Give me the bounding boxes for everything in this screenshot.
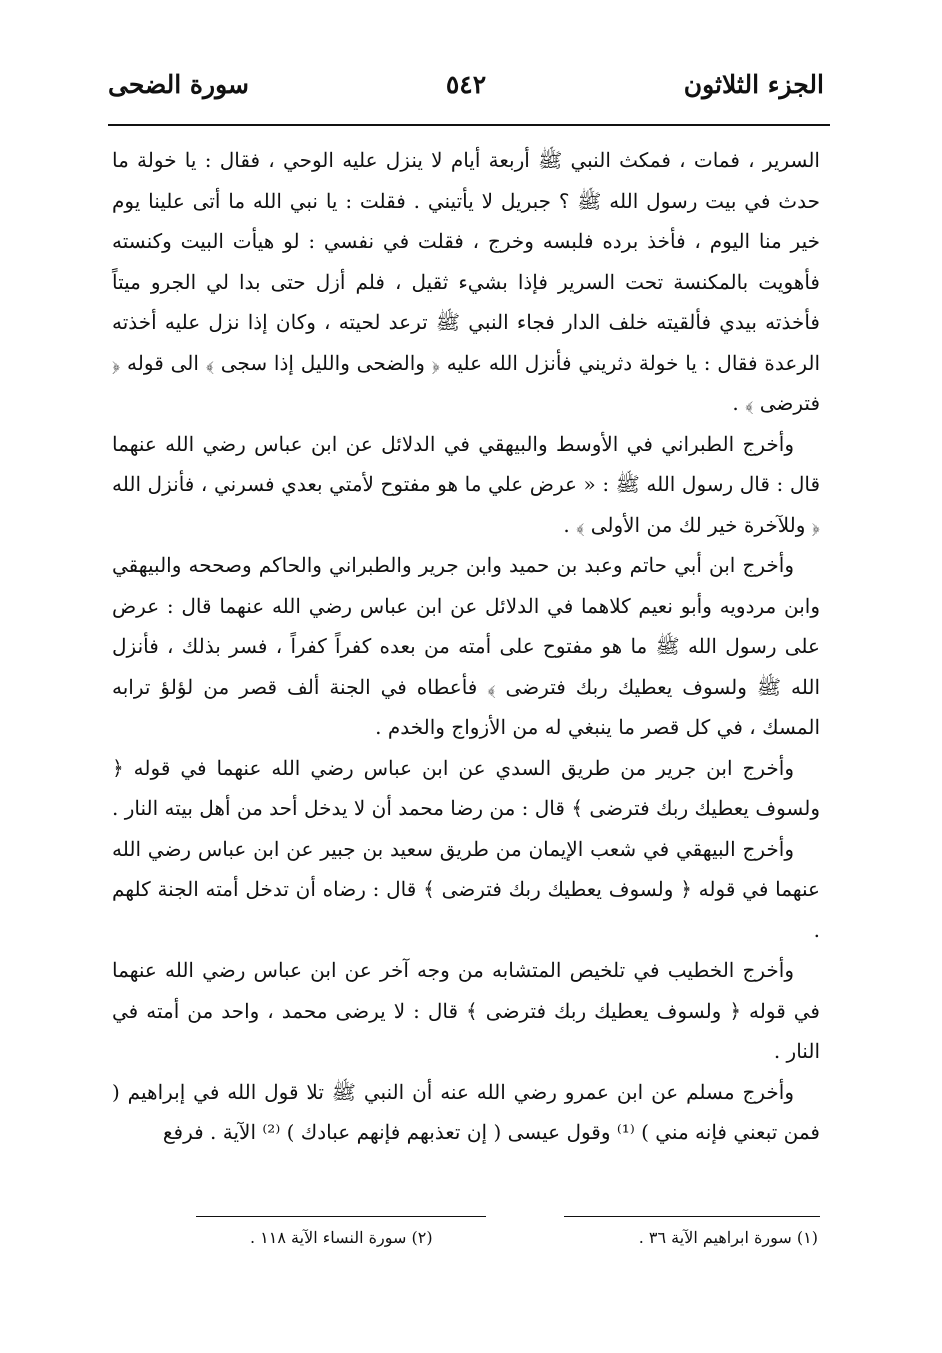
page-number: ٥٤٢ — [445, 70, 487, 99]
footnote-divider-left — [196, 1216, 486, 1217]
part-title: الجزء الثلاثون — [683, 70, 824, 99]
main-text — [112, 140, 820, 1153]
paragraph: وأخرج ابن أبي حاتم وعبد بن حميد وابن جرير والطبراني والحاكم وصححه والبيهقي وابن مردويه وأبو نعيم كلاهما في الدلائل عن ابن عباس رضي الله عنهما قال : عرض على رسول الله ﷺ ما هو مفتوح على أمته من بعده كفراً كفراً ، فسر بذلك ، فأنزل الله ﷺ ولسوف يعطيك ربك فترضى ﴾ فأعطاه في الجنة ألف قصر من لؤلؤ ترابه المسك ، في كل قصر ما ينبغي له من الأزواج والخدم . — [112, 553, 820, 739]
page-header — [108, 66, 824, 110]
paragraph: وأخرج الطبراني في الأوسط والبيهقي في الدلائل عن ابن عباس رضي الله عنهما قال : قال رسول الله ﷺ : « عرض علي ما هو مفتوح لأمتي بعدي فسرني ، فأنزل الله ﴿ وللآخرة خير لك من الأولى ﴾ . — [112, 431, 821, 537]
paragraph-continuation: السرير ، فمات ، فمكث النبي ﷺ أربعة أيام لا ينزل عليه الوحي ، فقال : يا خولة ما حدث في بيت رسول الله ﷺ ؟ جبريل لا يأتيني . فقلت : يا نبي الله ما أتى علينا يوم خير منا اليوم ، فأخذ برده فلبسه وخرج ، فقلت في نفسي : لو هيأت البيت وكنسته فأهويت بالمكنسة تحت السرير فإذا بشيء ثقيل ، فلم أزل حتى بدا لي الجرو ميتاً فأخذته بيدي فألقيته خلف الدار فجاء النبي ﷺ ترعد لحيته ، وكان إذا نزل عليه أخذته الرعدة فقال : يا خولة دثريني فأنزل الله عليه ﴿ والضحى والليل إذا سجى ﴾ الى قوله ﴿ فترضى ﴾ . — [112, 148, 821, 415]
header-divider — [108, 124, 830, 126]
footnote-2: (٢) سورة النساء الآية ١١٨ . — [250, 1228, 433, 1247]
paragraph: وأخرج البيهقي في شعب الإيمان من طريق سعيد بن جبير عن ابن عباس رضي الله عنهما في قوله ﴿ ولسوف يعطيك ربك فترضى ﴾ قال : رضاه أن تدخل أمته الجنة كلهم . — [112, 836, 820, 942]
surah-title: سورة الضحى — [108, 70, 249, 99]
footnote-divider-right — [564, 1216, 820, 1217]
footnote-1: (١) سورة ابراهيم الآية ٣٦ . — [638, 1228, 818, 1247]
paragraph: وأخرج الخطيب في تلخيص المتشابه من وجه آخر عن ابن عباس رضي الله عنهما في قوله ﴿ ولسوف يعطيك ربك فترضى ﴾ قال : لا يرضى محمد ، واحد من أمته في النار . — [112, 958, 820, 1063]
footnotes — [250, 1228, 818, 1258]
paragraph: وأخرج مسلم عن ابن عمرو رضي الله عنه أن النبي ﷺ تلا قول الله في إبراهيم ( فمن تبعني فإنه مني ) ⁽¹⁾ وقول عيسى ( إن تعذبهم فإنهم عبادك ) ⁽²⁾ الآية . فرفع — [112, 1079, 820, 1144]
paragraph: وأخرج ابن جرير من طريق السدي عن ابن عباس رضي الله عنهما في قوله ﴿ ولسوف يعطيك ربك فترضى ﴾ قال : من رضا محمد أن لا يدخل أحد من أهل بيته النار . — [112, 755, 820, 820]
